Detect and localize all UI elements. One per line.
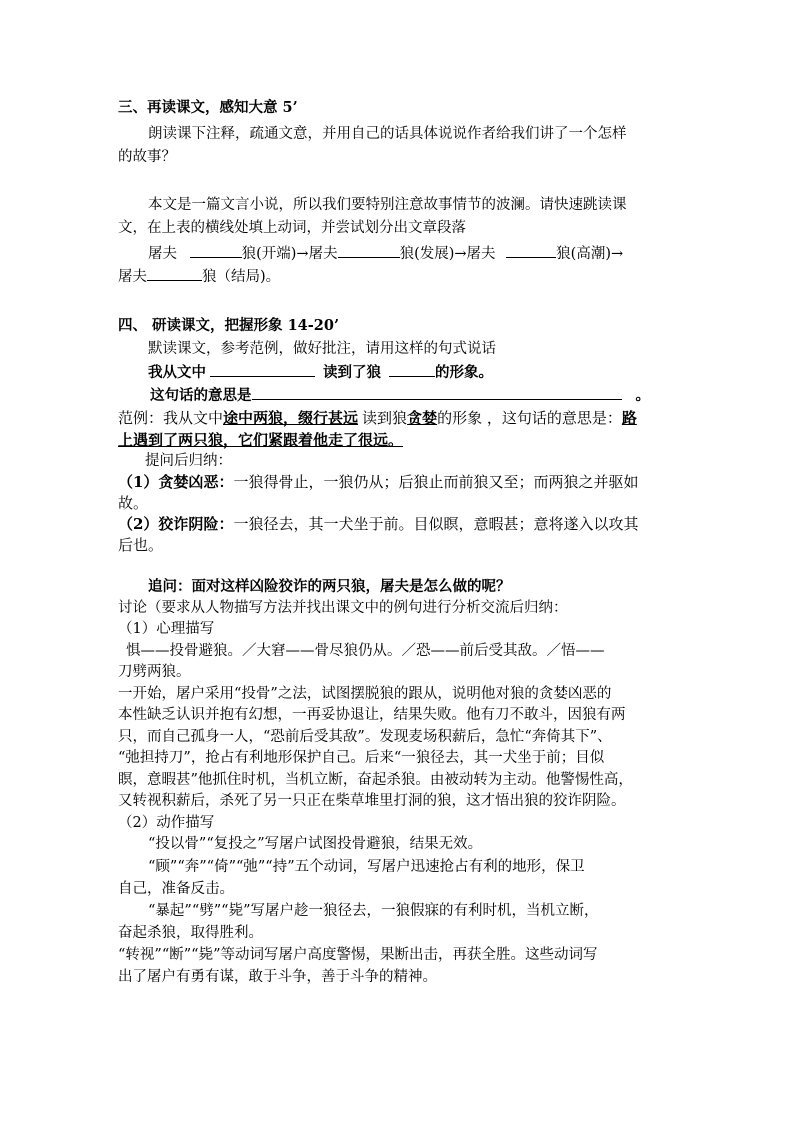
pattern-text: 我从文中 bbox=[148, 364, 206, 381]
item2-line-2: 后也。 bbox=[118, 536, 164, 554]
item1-text: 一狼得骨止，一狼仍从；后狼止而前狼又至；而两狼之并驱如 bbox=[233, 473, 639, 491]
example-text: 的形象 ，这句话的意思是： bbox=[437, 409, 622, 427]
action-line: 自己，准备反击。 bbox=[118, 881, 234, 897]
action-line: 奋起杀狼，取得胜利。 bbox=[118, 925, 263, 941]
pattern-blank-3[interactable] bbox=[252, 385, 622, 400]
analysis-line: 只，而自己孤身一人，“恐前后受其敌”。发现麦场积薪后，急忙“奔倚其下”、 bbox=[118, 729, 612, 745]
fill-line-2 bbox=[118, 266, 280, 287]
pattern-text: 的形象。 bbox=[435, 364, 493, 381]
example-trait: 贪婪 bbox=[407, 409, 438, 427]
task1-line-1: 朗读课下注释，疏通文意，并用自己的话具体说说作者给我们讲了一个怎样 bbox=[148, 126, 627, 142]
action-line: “顾”“奔”“倚”“弛”“持”五个动词，写屠户迅速抢占有利的地形，保卫 bbox=[148, 859, 585, 875]
fill-line-1 bbox=[148, 243, 623, 264]
instruction: 默读课文，参考范例，做好批注，请用这样的句式说话 bbox=[148, 341, 496, 357]
analysis-line: 又转视积薪后，杀死了另一只正在柴草堆里打洞的狼，这才悟出狼的狡诈阴险。 bbox=[118, 793, 626, 809]
item2-line-1 bbox=[118, 514, 638, 534]
pattern-line-2 bbox=[150, 385, 650, 406]
fill-blank-1[interactable] bbox=[190, 243, 242, 258]
example-quote: 途中两狼，缀行甚远 bbox=[223, 409, 359, 427]
pattern-text: 。 bbox=[635, 387, 650, 404]
fill-text: 狼（结局)。 bbox=[202, 269, 281, 285]
pattern-text: 读到了狼 bbox=[323, 364, 381, 381]
action-line: 出了屠户有勇有谋，敢于斗争，善于斗争的精神。 bbox=[118, 969, 437, 985]
analysis-line: 瞑，意暇甚”他抓住时机，当机立断，奋起杀狼。由被动转为主动。他警惕性高， bbox=[118, 772, 633, 788]
section-4-heading: 四、 研读课文，把握形象 14-20’ bbox=[118, 317, 340, 334]
followup-question: 追问：面对这样凶险狡诈的两只狼，屠夫是怎么做的呢？ bbox=[148, 578, 511, 595]
fill-text: 屠夫 bbox=[148, 246, 177, 262]
example-line-2: 上遇到了两只狼，它们紧跟着他走了很远。 bbox=[118, 431, 404, 449]
discuss-line: 讨论（要求从人物描写方法并找出课文中的例句进行分析交流后归纳： bbox=[118, 600, 568, 616]
psych-line-1: 惧——投骨避狼。／大窘——骨尽狼仍从。／恐——前后受其敌。／悟—— bbox=[126, 643, 605, 659]
summary-intro: 提问后归纳： bbox=[145, 453, 232, 469]
task1-line-2: 的故事？ bbox=[118, 149, 176, 165]
analysis-line: 一开始，屠户采用“投骨”之法，试图摆脱狼的跟从，说明他对狼的贪婪凶恶的 bbox=[118, 686, 612, 702]
task2-line-1: 本文是一篇文言小说，所以我们要特别注意故事情节的波澜。请快速跳读课 bbox=[148, 197, 627, 213]
section-3-heading: 三、再读课文，感知大意 5’ bbox=[118, 99, 298, 116]
example-text: 范例：我从文中 bbox=[118, 409, 224, 427]
analysis-line: “弛担持刀”，抢占有利地形保护自己。后来“一狼径去，其一犬坐于前；目似 bbox=[118, 750, 605, 766]
fill-blank-2[interactable] bbox=[338, 243, 400, 258]
fill-text: 狼(高潮)→ bbox=[556, 246, 624, 262]
psych-line-2: 刀劈两狼。 bbox=[118, 664, 191, 680]
action-line: “投以骨”“复投之”写屠户试图投骨避狼，结果无效。 bbox=[148, 836, 483, 852]
pattern-blank-1[interactable] bbox=[210, 362, 315, 377]
fill-blank-4[interactable] bbox=[147, 266, 202, 281]
item2-label: （2）狡诈阴险： bbox=[118, 515, 234, 533]
pattern-blank-2[interactable] bbox=[389, 362, 435, 377]
pattern-text: 这句话的意思是 bbox=[150, 387, 252, 404]
analysis-line: 本性缺乏认识并抱有幻想，一再妥协退让，结果失败。他有刀不敢斗，因狼有两 bbox=[118, 707, 626, 723]
example-text: 读到狼 bbox=[362, 409, 408, 427]
fill-blank-3[interactable] bbox=[506, 243, 556, 258]
item1-line-1 bbox=[118, 472, 638, 492]
action-line: “转视”“断”“毙”等动词写屠户高度警惕，果断出击，再获全胜。这些动词写 bbox=[118, 947, 598, 963]
pattern-line-1 bbox=[148, 362, 493, 383]
example-line-1 bbox=[118, 408, 637, 428]
example-meaning-start: 路 bbox=[621, 409, 637, 427]
item1-line-2: 故。 bbox=[118, 494, 149, 512]
action-heading: （2）动作描写 bbox=[118, 815, 215, 831]
fill-text: 屠夫 bbox=[118, 269, 147, 285]
fill-text: 狼(开端)→屠夫 bbox=[241, 246, 338, 262]
action-line: “暴起”“劈”“毙”写屠户趁一狼径去，一狼假寐的有利时机，当机立断， bbox=[148, 903, 599, 919]
psych-heading: （1）心理描写 bbox=[118, 621, 215, 637]
item1-label: （1）贪婪凶恶： bbox=[118, 473, 234, 491]
task2-line-2: 文，在上表的横线处填上动词，并尝试划分出文章段落 bbox=[118, 220, 466, 236]
item2-text: 一狼径去，其一犬坐于前。目似瞑，意暇甚；意将遂入以攻其 bbox=[233, 515, 639, 533]
fill-text: 狼(发展)→屠夫 bbox=[399, 246, 496, 262]
